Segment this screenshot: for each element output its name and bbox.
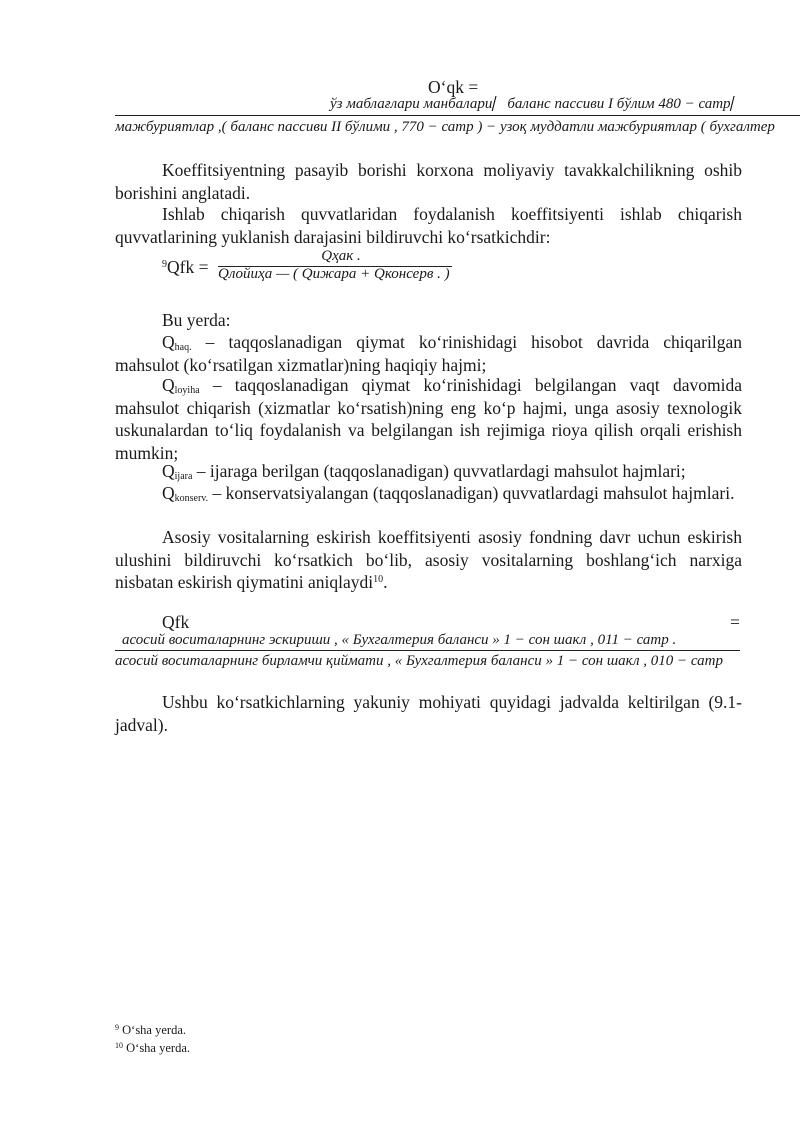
- formula-oqk-denominator: мажбуриятлар ,( баланс пассиви II бўлими , 770 − сатр ) − узоқ муддатли мажбуриятлар ( бухгалтер: [115, 119, 775, 135]
- formula-oqk-lhs: O‘qk =: [428, 77, 479, 97]
- footnote: $^{10}$ O‘sha yerda.: [115, 1041, 190, 1055]
- fraction-bar: [115, 115, 800, 116]
- formula-oqk-numerator: ўз маблағлари манбалари⎸баланс пассиви I бўлим 480 − сатр⎸: [330, 96, 746, 112]
- footnote: $^9$ O‘sha yerda.: [115, 1023, 186, 1037]
- definition-loyiha: $Q_{loyiha}$ – taqqoslanadigan qiymat ko‘rinishidagi belgilangan vaqt davomida mahsulot chiqarish (xizmatlar ko‘rsatish)ning eng ko‘p hajmi, unga asosiy texnologik uskunalardan to‘liq foydalanish va belgilangan ish rejimiga rioya qilish orqali erishish mumkin;: [115, 375, 742, 463]
- fraction-bar: [115, 650, 740, 651]
- formula-qfk-lhs: $^9$Qfk =: [162, 257, 209, 277]
- formula-qfk2-denominator: асосий воситаларнинг бирламчи қиймати , « Бухгалтерия баланси » 1 − сон шакл , 010 − сатр: [115, 653, 723, 669]
- formula-qfk2-lhs: Qfk: [162, 612, 190, 632]
- paragraph: Koeffitsiyentning pasayib borishi korxona moliyaviy tavakkalchilikning oshib borishini anglatadi.: [115, 160, 742, 203]
- formula-qfk-denominator: Qлойиҳа — ( Qижара + Qконсерв . ): [218, 266, 450, 282]
- paragraph: Ishlab chiqarish quvvatlaridan foydalanish koeffitsiyenti ishlab chiqarish quvvatlarining yuklanish darajasini bildiruvchi ko‘rsatkichdir:: [115, 204, 742, 247]
- definition-konserv: $Q_{konserv.}$ – konservatsiyalangan (taqqoslanadigan) quvvatlardagi mahsulot hajmlari.: [162, 483, 735, 504]
- formula-qfk-numerator: Qҳак .: [321, 248, 361, 264]
- formula-qfk2-numerator: асосий воситаларнинг эскириши , « Бухгалтерия баланси » 1 − сон шакл , 011 − сатр .: [122, 632, 677, 648]
- formula-qfk2-equals: =: [730, 612, 740, 632]
- definition-ijara: $Q_{ijara}$ – ijaraga berilgan (taqqoslanadigan) quvvatlardagi mahsulot hajmlari;: [162, 461, 686, 482]
- bu-yerda-label: Bu yerda:: [162, 310, 231, 330]
- paragraph: Ushbu ko‘rsatkichlarning yakuniy mohiyati quyidagi jadvalda keltirilgan (9.1-jadval).: [115, 692, 742, 735]
- definition-haq: $Q_{haq.}$ – taqqoslanadigan qiymat ko‘rinishidagi hisobot davrida chiqarilgan mahsulot (ko‘rsatilgan xizmatlar)ning haqiqiy hajmi;: [115, 332, 742, 375]
- paragraph: Asosiy vositalarning eskirish koeffitsiyenti asosiy fondning davr uchun eskirish ulushini bildiruvchi ko‘rsatkich bo‘lib, asosiy vositalarning boshlang‘ich narxiga nisbatan eskirish qiymatini aniqlaydi$^{10}$.: [115, 527, 742, 592]
